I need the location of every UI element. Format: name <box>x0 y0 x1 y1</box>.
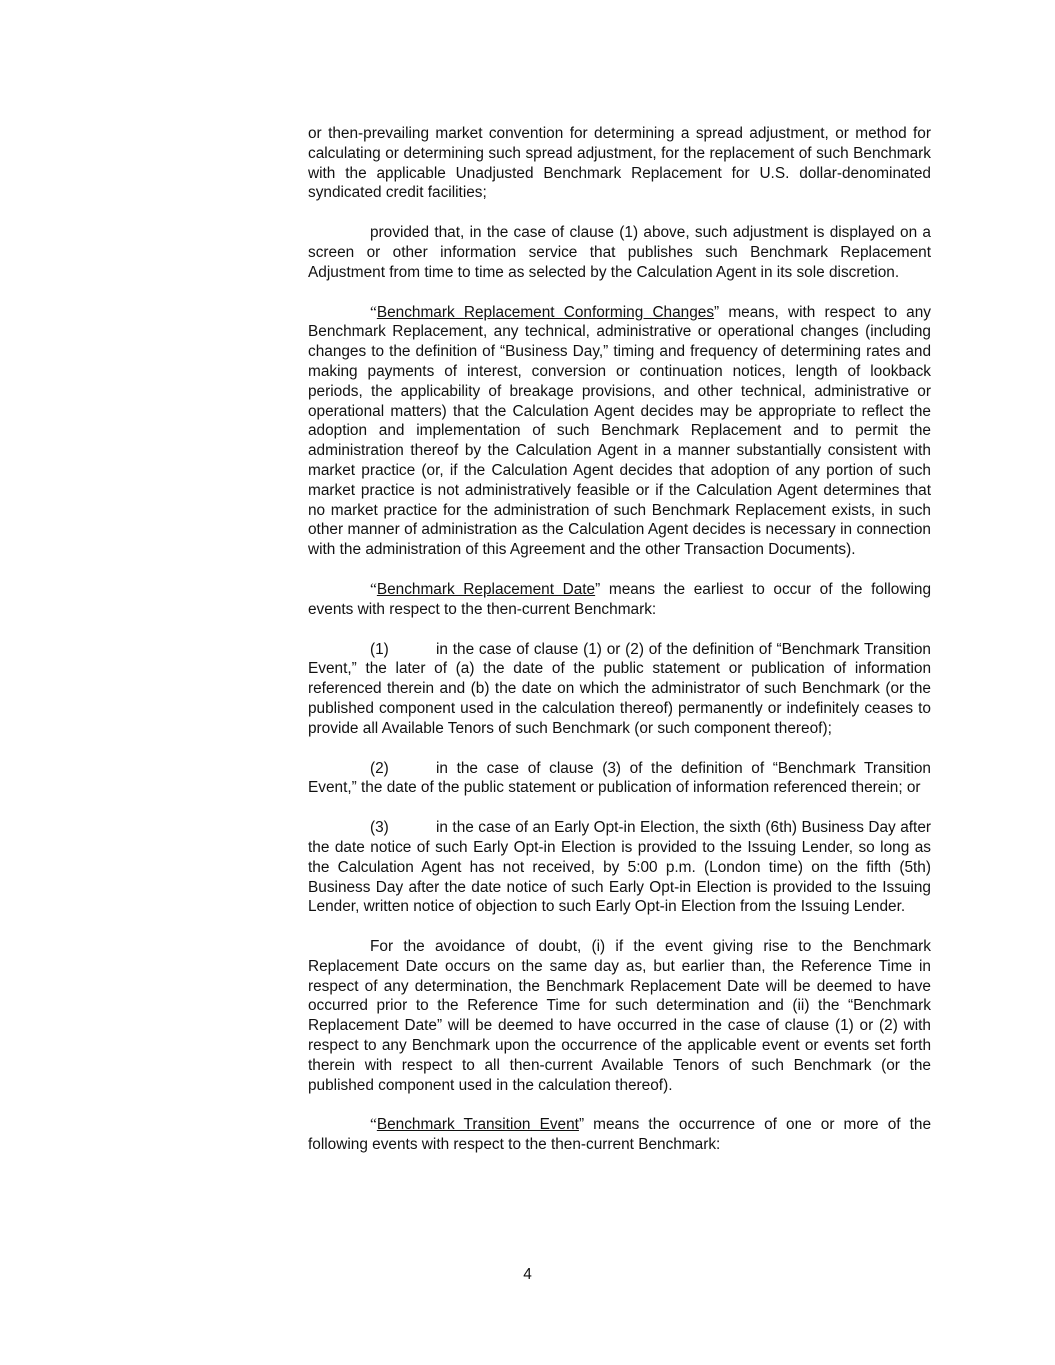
definition-text: ” means, with respect to any Benchmark Replacement, any technical, administrative or operational changes (including changes to the definition of “Business Day,” timing and frequency of determining rates and making payments of interest, conversion or continuation notices, length of lookback periods, the applicability of breakage provisions, and other technical, administrative or operational matters) that the Calculation Agent decides may be appropriate to reflect the adoption and implementation of such Benchmark Replacement and to permit the administration thereof by the Calculation Agent in a manner substantially consistent with market practice (or, if the Calculation Agent decides that adoption of any portion of such market practice is not administratively feasible or if the Calculation Agent determines that no market practice for the administration of such Benchmark Replacement exists, in such other manner of administration as the Calculation Agent decides is necessary in connection with the administration of this Agreement and the other Transaction Documents). <box>308 303 931 559</box>
definition-text: ” means the earliest to occur of the following events with respect to the then-current Benchmark: <box>308 580 931 618</box>
open-quote: “ <box>370 580 377 598</box>
defined-term: Benchmark Replacement Conforming Changes <box>376 303 715 321</box>
list-item-1 <box>308 640 931 739</box>
paragraph-text: provided that, in the case of clause (1) above, such adjustment is displayed on a screen or other information service that publishes such Benchmark Replacement Adjustment from time to time as selected by the Calculation Agent in its sole discretion. <box>308 224 931 281</box>
list-item-number: (1) <box>370 640 389 658</box>
definition-benchmark-replacement-date <box>308 580 931 620</box>
list-item-text: in the case of clause (3) of the definition of “Benchmark Transition Event,” the date of the public statement or publication of information referenced therein; or <box>308 759 931 797</box>
list-item-2 <box>308 759 931 799</box>
paragraph-spread-adjustment <box>308 124 931 203</box>
open-quote: “ <box>370 303 377 321</box>
paragraph-text: or then-prevailing market convention for determining a spread adjustment, or method for calculating or determining such spread adjustment, for the replacement of such Benchmark with the applicable Unadjusted Benchmark Replacement for U.S. dollar-denominated syndicated credit facilities; <box>308 125 931 202</box>
definition-benchmark-replacement-conforming-changes <box>308 303 931 560</box>
list-item-text: in the case of an Early Opt-in Election, the sixth (6th) Business Day after the date notice of such Early Opt-in Election is provided to the Issuing Lender, so long as the Calculation Agent has not received, by 5:00 p.m. (London time) on the fifth (5th) Business Day after the date notice of such Early Opt-in Election is provided to the Issuing Lender, written notice of objection to such Early Opt-in Election from the Issuing Lender. <box>308 819 931 916</box>
definition-benchmark-transition-event <box>308 1115 931 1155</box>
open-quote: “ <box>370 1116 377 1134</box>
defined-term: Benchmark Transition Event <box>376 1116 579 1134</box>
paragraph-avoidance-of-doubt <box>308 937 931 1095</box>
list-item-text: in the case of clause (1) or (2) of the definition of “Benchmark Transition Event,” the later of (a) the date of the public statement or publication of information referenced therein and (b) the date on which the administrator of such Benchmark (or the published component used in the calculation thereof) permanently or indefinitely ceases to provide all Available Tenors of such Benchmark (or such component thereof); <box>308 640 931 737</box>
list-item-3 <box>308 818 931 917</box>
paragraph-provided-that <box>308 223 931 282</box>
list-item-number: (2) <box>370 759 389 777</box>
defined-term: Benchmark Replacement Date <box>376 580 596 598</box>
paragraph-text: For the avoidance of doubt, (i) if the event giving rise to the Benchmark Replacement Date occurs on the same day as, but earlier than, the Reference Time in respect of any determination, the Benchmark Replacement Date will be deemed to have occurred prior to the Reference Time for such determination and (ii) the “Benchmark Replacement Date” will be deemed to have occurred in the case of clause (1) or (2) with respect to any Benchmark upon the occurrence of the applicable event or events set forth therein with respect to all then-current Available Tenors of such Benchmark (or the published component used in the calculation thereof). <box>308 938 931 1094</box>
document-body <box>308 124 931 1155</box>
list-item-number: (3) <box>370 819 389 837</box>
page-number: 4 <box>523 1266 532 1283</box>
definition-text: ” means the occurrence of one or more of the following events with respect to the then-current Benchmark: <box>308 1116 932 1154</box>
